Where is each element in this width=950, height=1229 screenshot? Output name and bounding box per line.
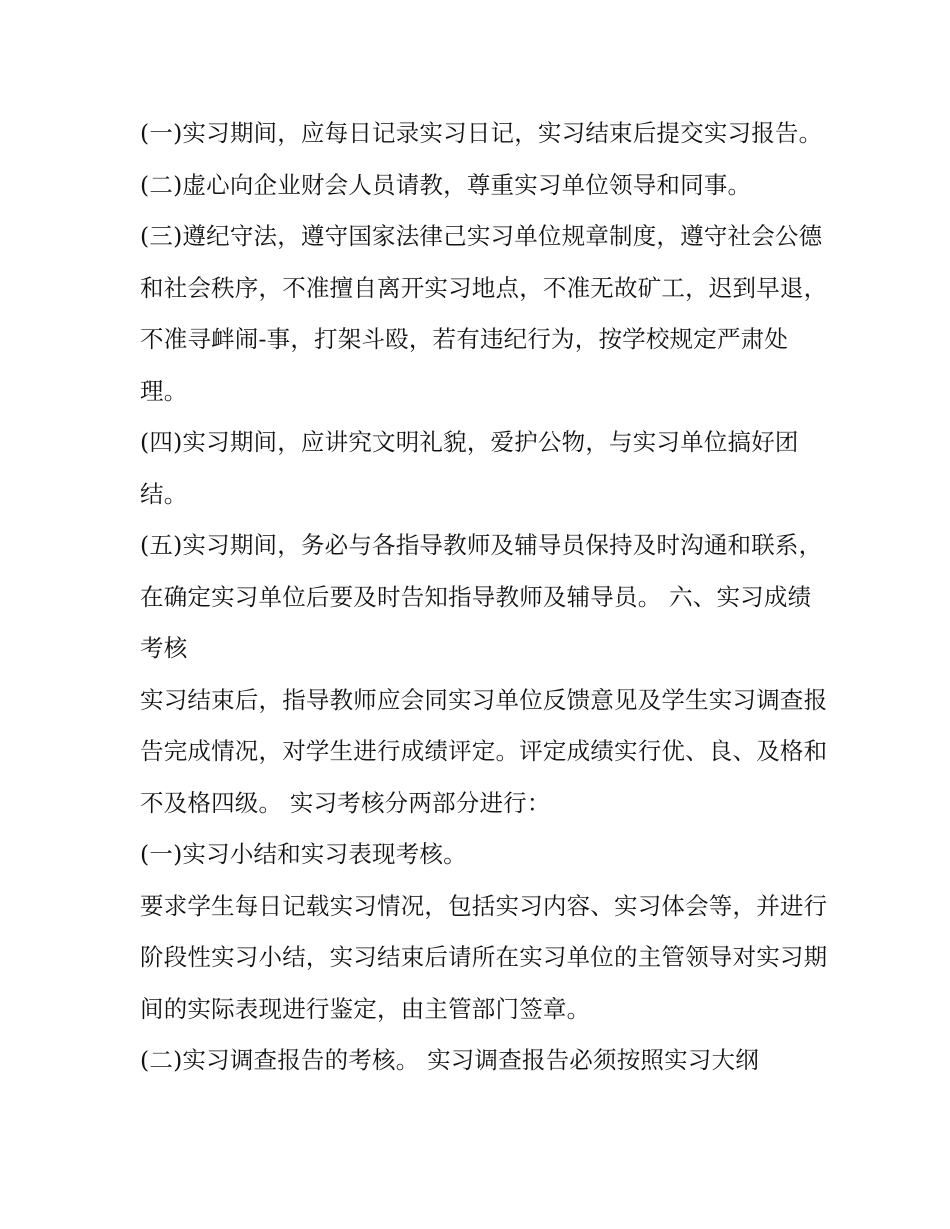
paragraph-guideline-4: (四)实习期间，应讲究文明礼貌，爱护公物，与实习单位搞好团结。 — [140, 428, 799, 508]
paragraph-assessment-part-1: (一)实习小结和实习表现考核。 — [140, 840, 467, 868]
document-page — [140, 108, 830, 1087]
paragraph-assessment-intro: 实习结束后，指导教师应会同实习单位反馈意见及学生实习调查报告完成情况，对学生进行成绩评定。评定成绩实行优、良、及格和不及格四级。 实习考核分两部分进行： — [140, 685, 828, 817]
paragraph-guideline-1-2: (一)实习期间，应每日记录实习日记，实习结束后提交实习报告。 (二)虚心向企业财会人员请教，尊重实习单位领导和同事。 — [140, 119, 823, 199]
paragraph-guideline-3: (三)遵纪守法，遵守国家法律己实习单位规章制度，遵守社会公德和社会秩序，不准擅自离开实习地点，不准无故矿工，迟到早退，不准寻衅闹-事，打架斗殴，若有违纪行为，按学校规定严肃处理。 — [140, 222, 828, 405]
paragraph-guideline-5-section-6: (五)实习期间，务必与各指导教师及辅导员保持及时沟通和联系，在确定实习单位后要及时告知指导教师及辅导员。 六、实习成绩考核 — [140, 531, 823, 662]
paragraph-assessment-part-2: (二)实习调查报告的考核。 实习调查报告必须按照实习大纲 — [140, 1046, 759, 1074]
paragraph-assessment-part-1-detail: 要求学生每日记载实习情况，包括实习内容、实习体会等，并进行阶段性实习小结，实习结束后请所在实习单位的主管领导对实习期间的实际表现进行鉴定，由主管部门签章。 — [140, 891, 828, 1023]
